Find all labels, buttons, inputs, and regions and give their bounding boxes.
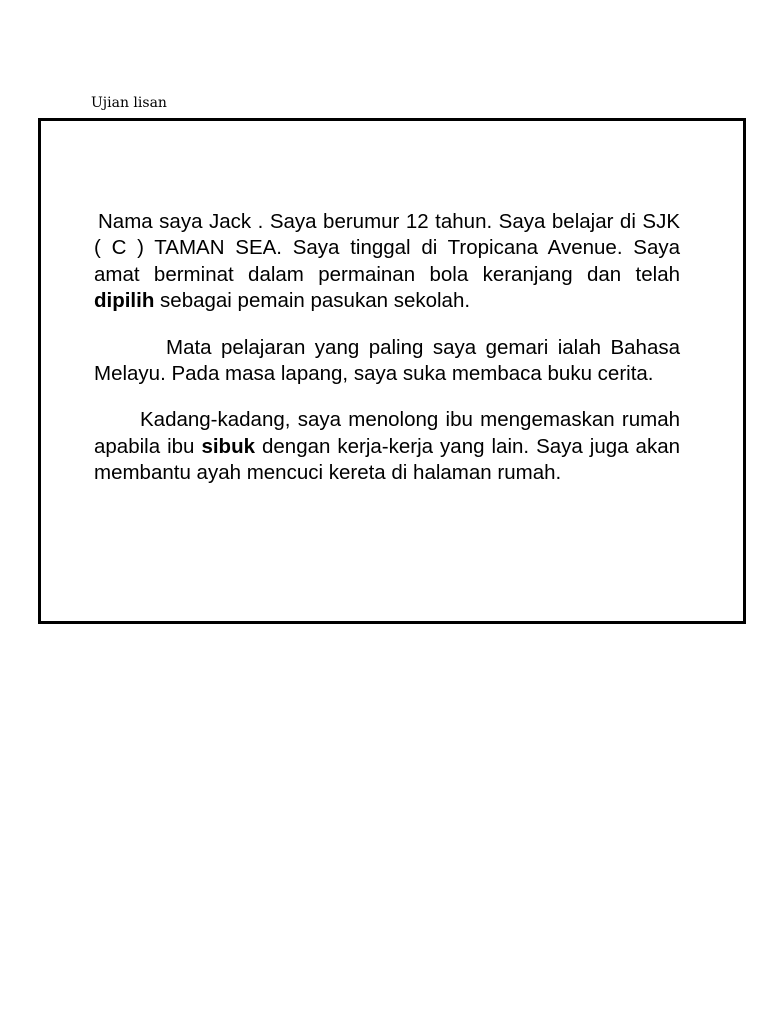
paragraph-1-end: sebagai pemain pasukan sekolah. (154, 289, 471, 313)
passage-box (38, 118, 746, 624)
page-title: Ujian lisan (91, 95, 167, 111)
bold-word-dipilih: dipilih (94, 289, 155, 313)
paragraph-2-text: Mata pelajaran yang paling saya gemari ialah Bahasa Melayu. Pada masa lapang, saya suka membaca buku cerita. (94, 335, 680, 386)
paragraph-3-start: Kadang-kadang, saya menolong ibu mengemaskan rumah apabila ibu (94, 408, 680, 458)
bold-word-sibuk: sibuk (201, 434, 255, 458)
paragraph-3-end: dengan kerja-kerja yang lain. Saya juga akan membantu ayah mencuci kereta di halaman rumah. (94, 434, 680, 485)
paragraph-3 (94, 407, 680, 486)
paragraph-1-start: Nama saya Jack . Saya berumur 12 tahun. Saya belajar di SJK ( C ) TAMAN SEA. Saya tinggal di Tropicana Avenue. Saya amat berminat dalam permainan bola keranjang dan telah (94, 210, 680, 286)
paragraph-1 (94, 209, 680, 315)
passage-text (94, 209, 680, 487)
paragraph-2 (94, 335, 680, 388)
